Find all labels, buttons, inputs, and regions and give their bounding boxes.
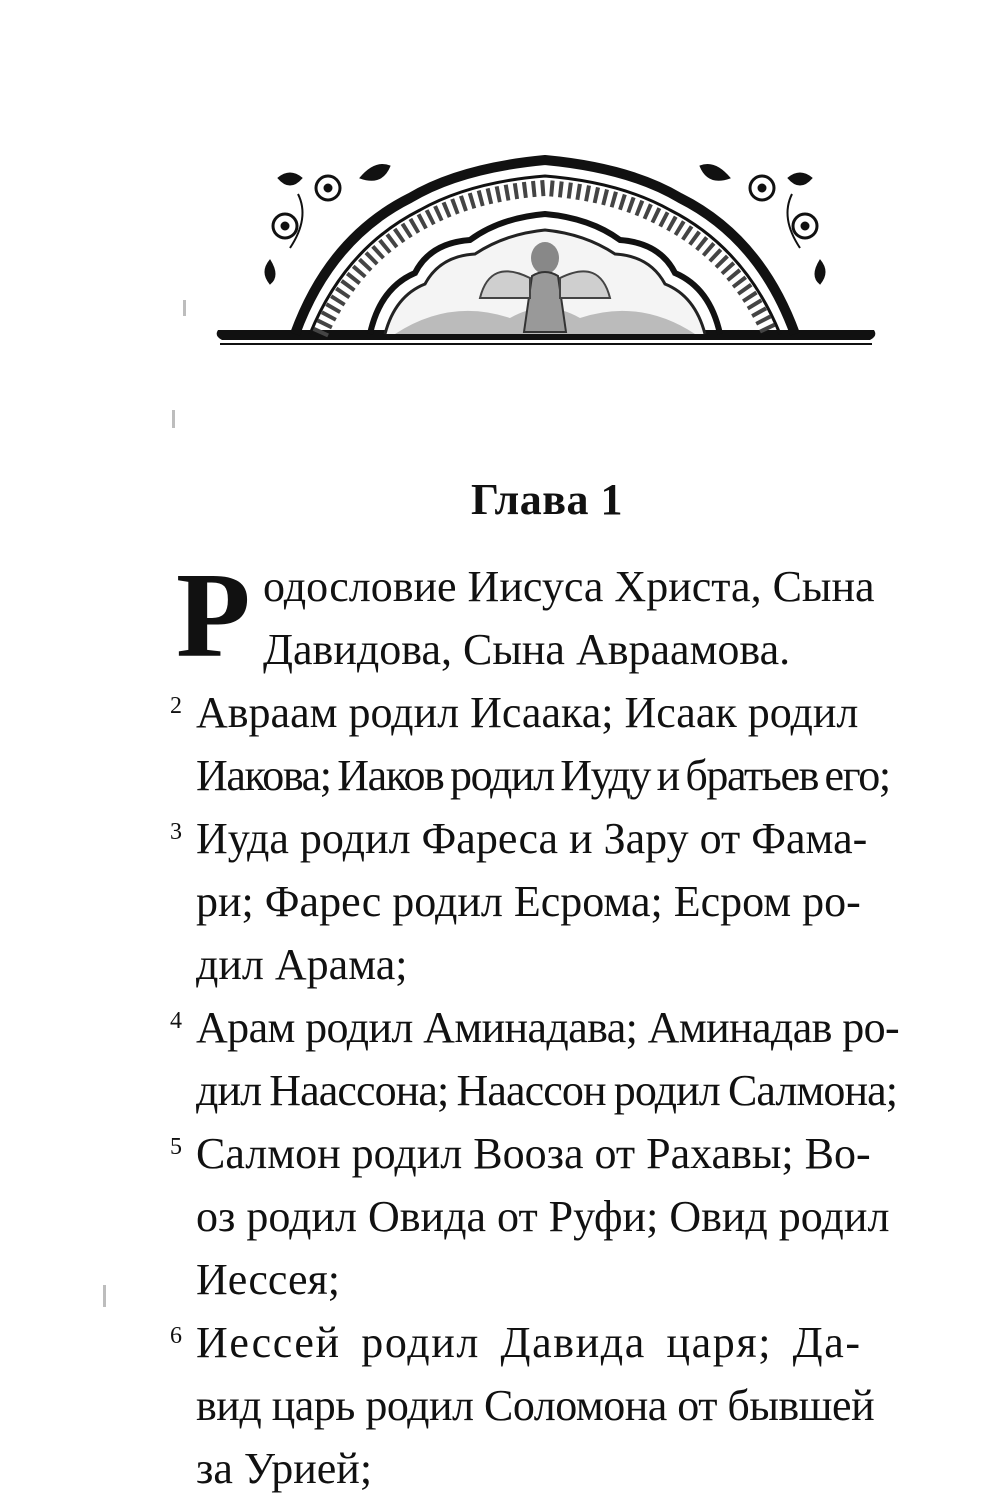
verse-line: дил Наассона; Наассон родил Салмона; bbox=[196, 1066, 898, 1115]
verse-line: Иуда родил Фареса и Зару от Фама- bbox=[196, 814, 868, 863]
verse-line: дил Арама; bbox=[196, 940, 408, 989]
verse-1 bbox=[168, 548, 918, 683]
verse-line: Иессея; bbox=[196, 1255, 340, 1304]
drop-cap: Р bbox=[176, 548, 251, 683]
verse-2 bbox=[168, 681, 918, 807]
verse-number: 5 bbox=[170, 1134, 182, 1160]
verse-6 bbox=[168, 1311, 918, 1500]
verse-line: вид царь родил Соломона от бывшей bbox=[196, 1381, 875, 1430]
verse-line: ри; Фарес родил Есрома; Есром ро- bbox=[196, 877, 861, 926]
verse-line: за Урией; bbox=[196, 1444, 373, 1493]
verse-line: Авраам родил Исаака; Исаак родил bbox=[196, 688, 859, 737]
verse-line: Иессей родил Давида царя; Да- bbox=[196, 1318, 862, 1367]
headpiece-ornament-icon bbox=[210, 148, 880, 358]
chapter-title: Глава 1 bbox=[471, 475, 623, 524]
verse-line: Давидова, Сына Авраамова. bbox=[263, 625, 791, 674]
verse-number: 6 bbox=[170, 1323, 182, 1349]
verse-line: Иакова; Иаков родил Иуду и братьев его; bbox=[196, 751, 890, 800]
verse-number: 3 bbox=[170, 819, 182, 845]
verse-line: Салмон родил Вооза от Рахавы; Во- bbox=[196, 1129, 871, 1178]
verse-5 bbox=[168, 1122, 918, 1311]
verse-number: 2 bbox=[170, 693, 182, 719]
verse-line: оз родил Овида от Руфи; Овид родил bbox=[196, 1192, 890, 1241]
verse-3 bbox=[168, 807, 918, 996]
verse-line: одословие Иисуса Христа, Сына bbox=[263, 562, 875, 611]
verse-number: 4 bbox=[170, 1008, 182, 1034]
verse-line: Арам родил Аминадава; Аминадав ро- bbox=[196, 1003, 900, 1052]
verse-list bbox=[168, 548, 918, 1500]
verse-4 bbox=[168, 996, 918, 1122]
